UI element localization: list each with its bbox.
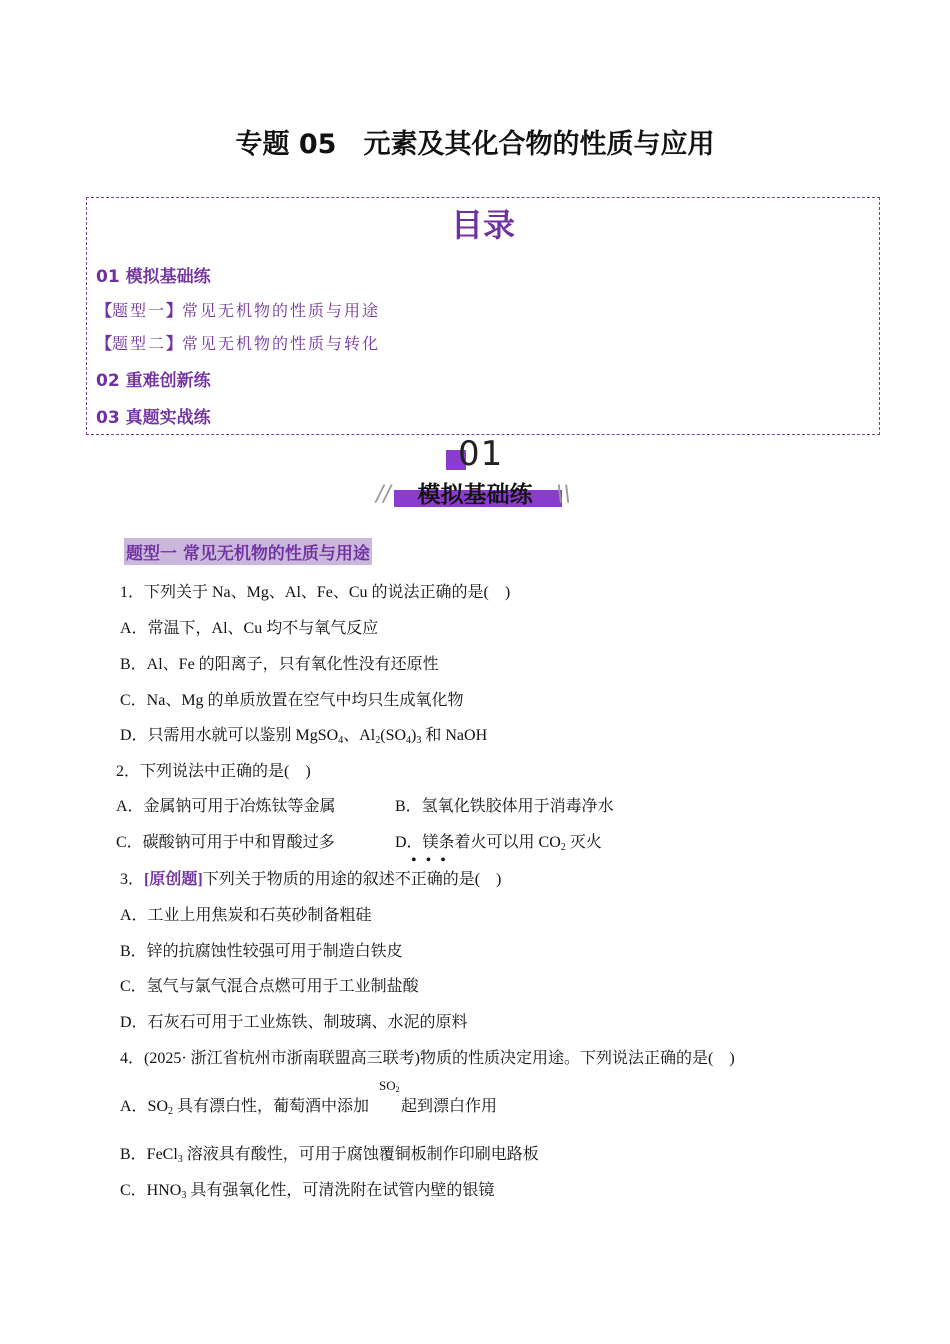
toc-heading: 目录 xyxy=(450,206,515,244)
q3-option-a: A．工业上用焦炭和石英砂制备粗硅 xyxy=(120,907,372,924)
subscript: 3 xyxy=(416,735,422,746)
text-segment: 灭火 xyxy=(565,834,602,851)
subscript: 2 xyxy=(560,842,566,853)
toc-item-real-exam[interactable]: 03 真题实战练 xyxy=(96,408,211,428)
text-segment: 和 NaOH xyxy=(421,727,488,744)
toc-item-simulation[interactable]: 01 模拟基础练 xyxy=(96,267,211,287)
q2-option-d xyxy=(395,829,602,853)
q1-stem: 1．下列关于 Na、Mg、Al、Fe、Cu 的说法正确的是( ) xyxy=(120,584,511,601)
toc-type-text: 常见无机物的性质与用途 xyxy=(182,301,381,320)
subscript: 3 xyxy=(177,1154,183,1165)
section-banner xyxy=(370,432,580,514)
banner-number: 01 xyxy=(458,434,504,474)
q1-option-d xyxy=(120,722,487,746)
banner-left-mark: // xyxy=(376,482,391,507)
emphasis-dots: ••• xyxy=(411,852,455,869)
q4-formula-image xyxy=(379,1078,400,1094)
bracket-close: 】 xyxy=(166,334,183,353)
subscript: 4 xyxy=(338,735,344,746)
text-segment: B．FeCl xyxy=(120,1146,178,1163)
text-segment: D．只需用水就可以鉴别 MgSO xyxy=(120,727,339,744)
q3-option-b: B．锌的抗腐蚀性较强可用于制造白铁皮 xyxy=(120,943,403,960)
q3-option-d: D．石灰石可用于工业炼铁、制玻璃、水泥的原料 xyxy=(120,1014,468,1031)
q4-stem: 4．(2025· 浙江省杭州市浙南联盟高三联考)物质的性质决定用途。下列说法正确的是( ) xyxy=(120,1050,735,1067)
text-segment: SO xyxy=(379,1078,396,1093)
question-number: 3． xyxy=(120,871,145,888)
q2-stem: 2．下列说法中正确的是( ) xyxy=(116,763,311,780)
q4-option-c xyxy=(120,1177,494,1201)
toc-item-type-2[interactable] xyxy=(96,331,380,354)
text-segment: 溶液具有酸性，可用于腐蚀覆铜板制作印刷电路板 xyxy=(182,1146,539,1163)
text-segment: (SO xyxy=(380,727,407,744)
q1-option-b: B．Al、Fe 的阳离子，只有氧化性没有还原性 xyxy=(120,656,439,673)
question-text: 下列关于物质的用途的叙述不正确的是( ) xyxy=(202,871,502,888)
text-segment: C．HNO xyxy=(120,1182,182,1199)
subscript: 3 xyxy=(181,1190,187,1201)
q1-option-a: A．常温下，Al、Cu 均不与氧气反应 xyxy=(120,620,379,637)
banner-label: 模拟基础练 xyxy=(417,482,533,508)
subscript: 4 xyxy=(406,735,412,746)
text-segment: 具有强氧化性，可清洗附在试管内壁的银镜 xyxy=(186,1182,495,1199)
text-segment: 具有漂白性，葡萄酒中添加 xyxy=(173,1098,370,1115)
q4-option-a xyxy=(120,1093,497,1117)
toc-type-tag: 题型一 xyxy=(112,301,167,320)
text-segment: 、Al xyxy=(343,727,376,744)
text-segment: A．SO xyxy=(120,1098,169,1115)
bracket-open: 【 xyxy=(96,334,113,353)
toc-item-difficult[interactable]: 02 重难创新练 xyxy=(96,371,211,391)
q1-option-c: C．Na、Mg 的单质放置在空气中均只生成氧化物 xyxy=(120,692,464,709)
q2-option-a: A．金属钠可用于冶炼钛等金属 xyxy=(116,798,336,815)
text-segment: 起到漂白作用 xyxy=(401,1098,498,1115)
section-heading: 题型一 常见无机物的性质与用途 xyxy=(124,538,372,565)
q2-option-b: B．氢氧化铁胶体用于消毒净水 xyxy=(395,798,614,815)
q3-option-c: C．氢气与氯气混合点燃可用于工业制盐酸 xyxy=(120,978,419,995)
q4-option-b xyxy=(120,1141,539,1165)
toc-item-type-1[interactable] xyxy=(96,298,380,321)
toc-type-text: 常见无机物的性质与转化 xyxy=(182,334,381,353)
bracket-close: 】 xyxy=(166,301,183,320)
table-of-contents xyxy=(86,197,880,435)
bracket-open: 【 xyxy=(96,301,113,320)
subscript: 2 xyxy=(168,1106,174,1117)
text-segment: ) xyxy=(411,727,417,744)
page-title: 专题 05 元素及其化合物的性质与应用 xyxy=(235,129,715,160)
subscript: 2 xyxy=(395,1085,400,1094)
q3-stem xyxy=(120,866,501,889)
banner-right-mark: \\ xyxy=(556,482,571,507)
toc-type-tag: 题型二 xyxy=(112,334,167,353)
text-segment: D．镁条着火可以用 CO xyxy=(395,834,561,851)
subscript: 2 xyxy=(375,735,381,746)
q2-option-c: C．碳酸钠可用于中和胃酸过多 xyxy=(116,834,335,851)
original-question-tag: [原创题] xyxy=(144,871,203,888)
